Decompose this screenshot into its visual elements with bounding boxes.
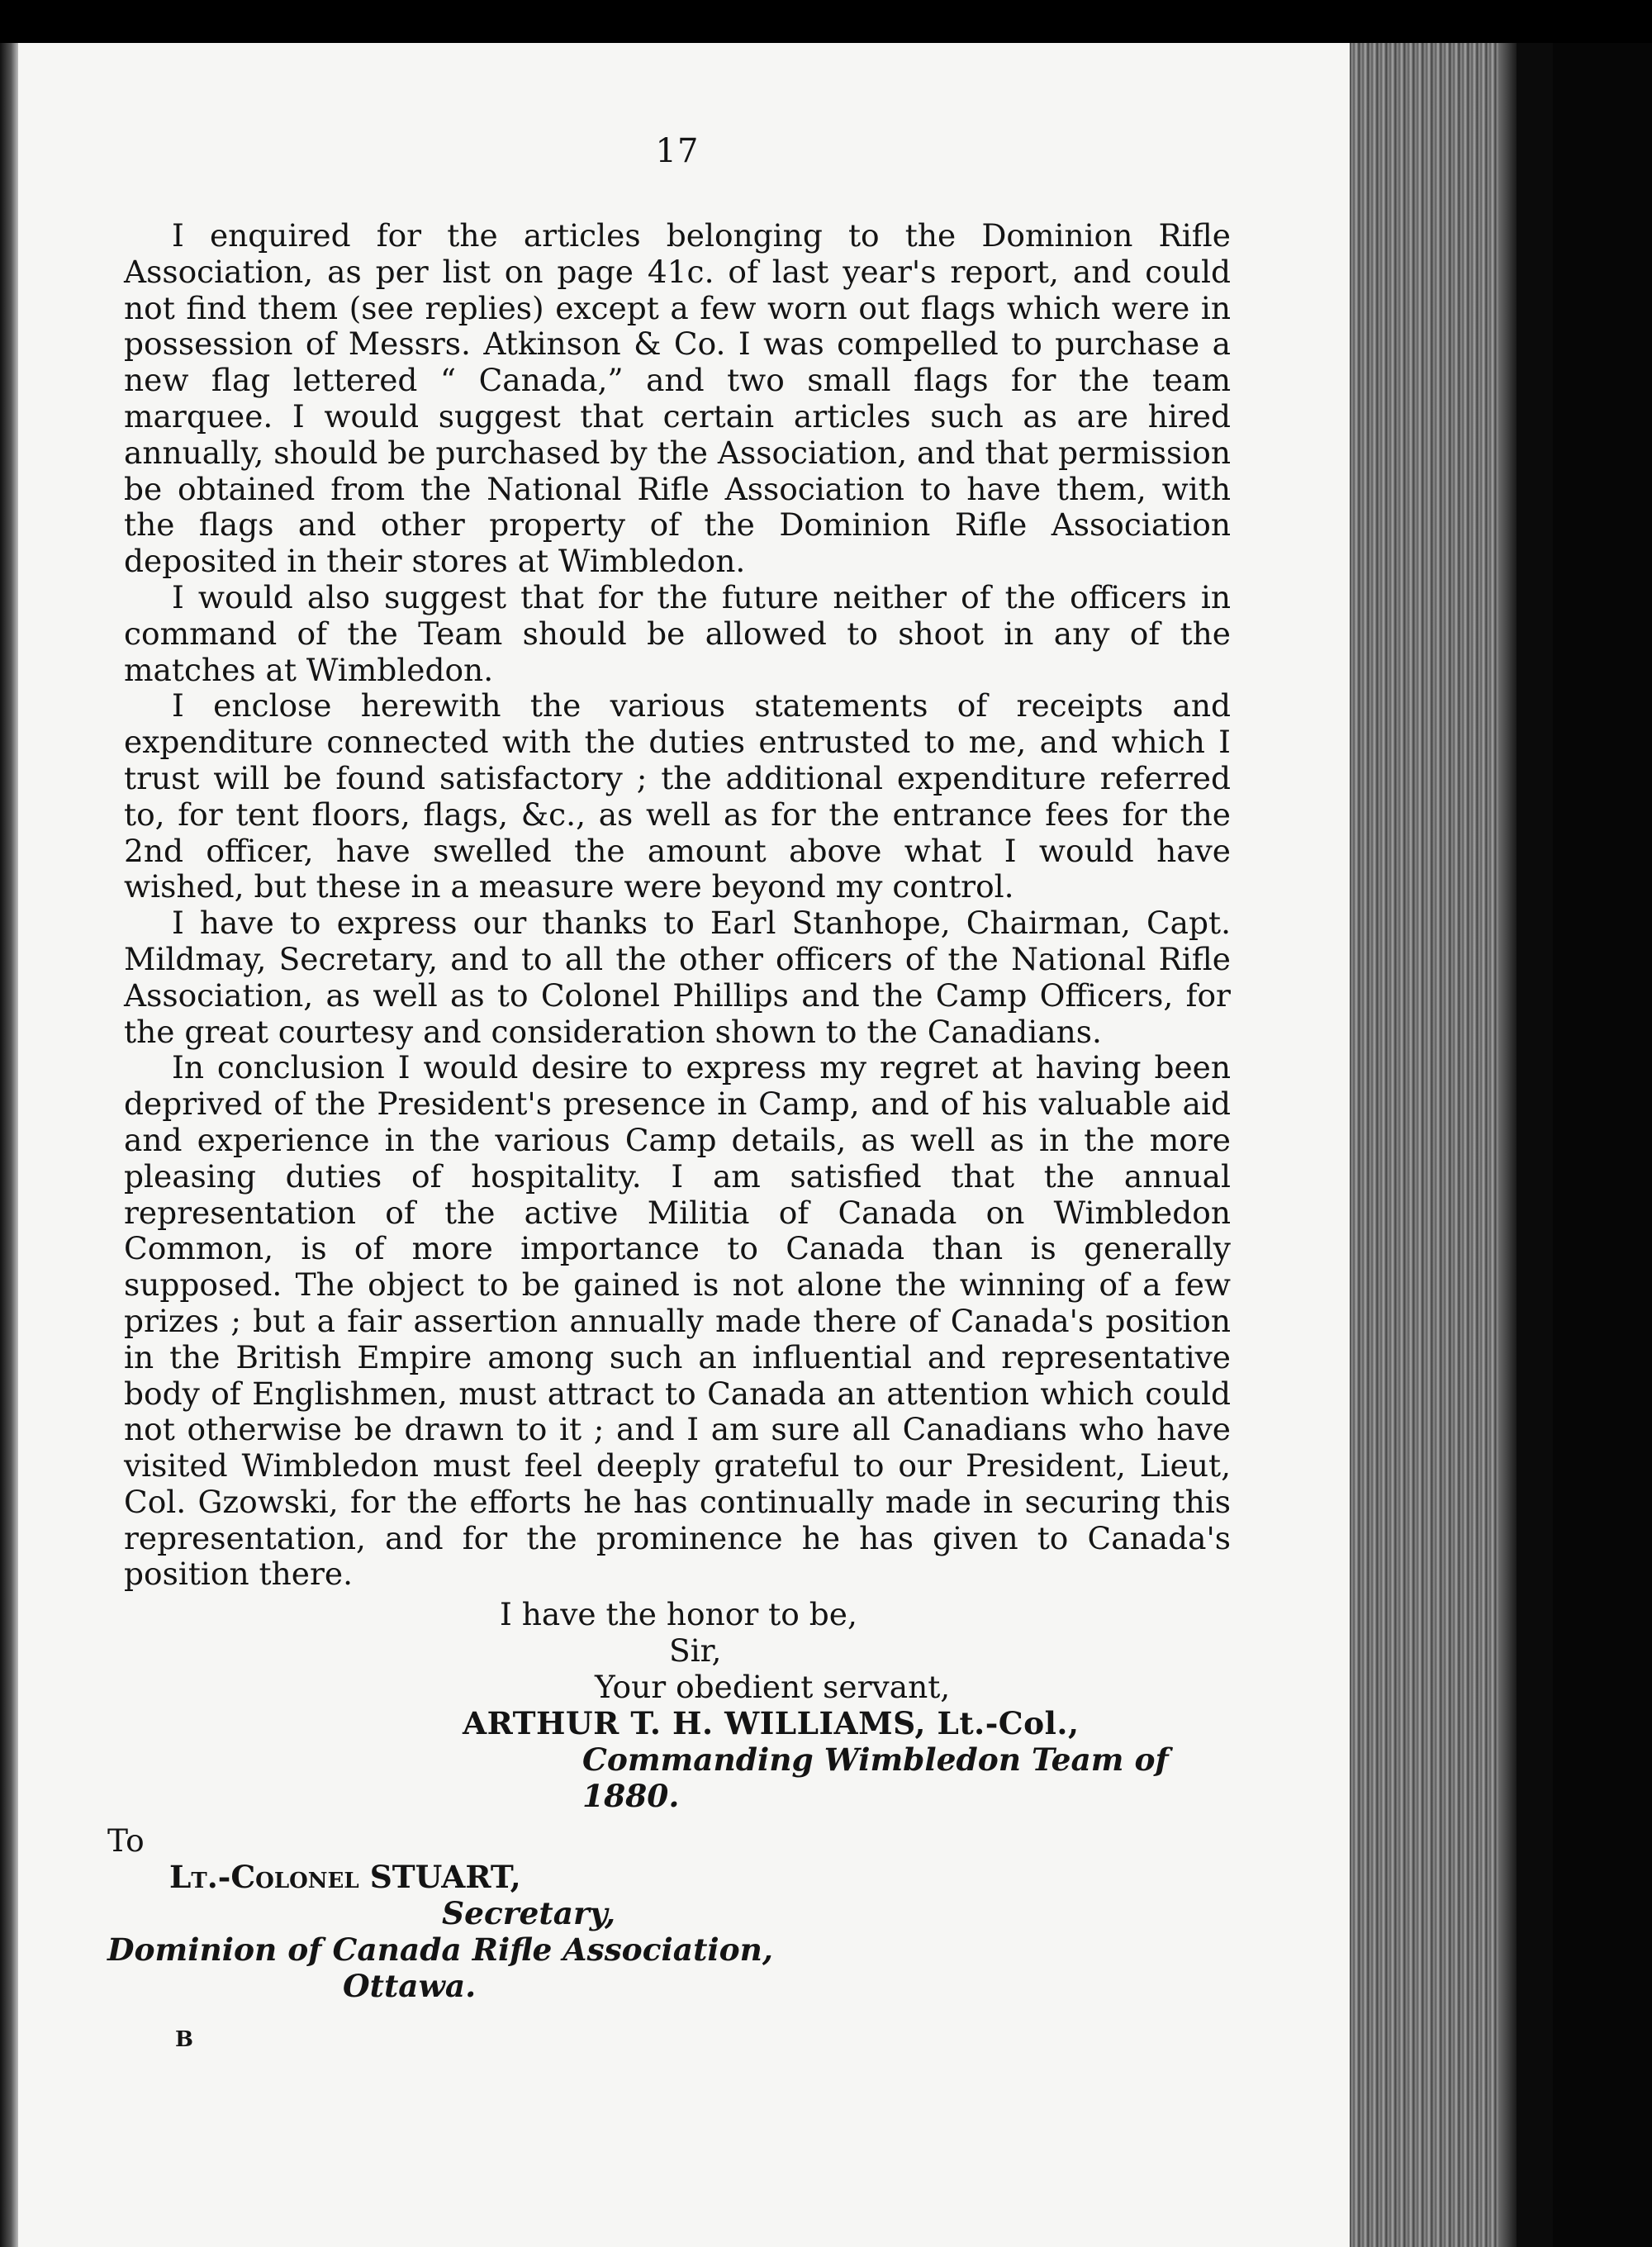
book-cover-edge: [1553, 43, 1652, 2247]
recipient-role: Secretary,: [442, 1895, 616, 1932]
recipient-city: Ottawa.: [343, 1968, 477, 2005]
page-content: [107, 132, 1231, 2053]
paragraph-conclusion: In conclusion I would desire to express my regret at having been deprived of the President's presence in Camp, and of his valuable aid and experience in the various Camp details, as well as in the more pleasing duties of hospitality. I am satisfied that the annual representation of the active Militia of Canada on Wimbledon Common, is of more importance to Canada than is generally supposed. The object to be gained is not alone the winning of a few prizes ; but a fair assertion annually made there of Canada's position in the British Empire among such an influential and representative body of Englishmen, must attract to Canada an attention which could not otherwise be drawn to it ; and I am sure all Canadians who have visited Wimbledon must feel deeply grateful to our President, Lieut, Col. Gzowski, for the efforts he has continually made in securing this representation, and for the prominence he has given to Canada's position there.: [124, 1049, 1231, 1593]
paragraph-articles: I enquired for the articles belonging to the Dominion Rifle Association, as per list on page 41c. of last year's report, and could not find them (see replies) except a few worn out flags which were in possession of Messrs. Atkinson & Co. I was compelled to purchase a new flag lettered “ Canada,” and two small flags for the team marquee. I would suggest that certain articles such as are hired annually, should be purchased by the Association, and that permission be obtained from the National Rifle Association to have them, with the flags and other property of the Dominion Rifle Association deposited in their stores at Wimbledon.: [124, 217, 1231, 580]
recipient-name-line: [124, 1859, 1231, 1895]
address-to: To: [107, 1822, 145, 1860]
closing-line-servant: Your obedient servant,: [595, 1669, 951, 1706]
page-number: 17: [655, 132, 700, 170]
paragraph-officers: I would also suggest that for the future neither of the officers in command of the Team should be allowed to shoot in any of the matches at Wimbledon.: [124, 578, 1231, 688]
left-page-edge: [0, 43, 18, 2247]
signatory-name: ARTHUR T. H. WILLIAMS, Lt.-Col.,: [463, 1705, 1080, 1742]
letter-closing: [124, 1596, 1231, 1814]
recipient-organization: Dominion of Canada Rifle Association,: [107, 1931, 773, 1969]
paragraph-statements: I enclose herewith the various statements of receipts and expenditure connected with the duties entrusted to me, and which I trust will be found satisfactory ; the additional expenditure referred to, for tent floors, flags, &c., as well as for the entrance fees for the 2nd officer, have swelled the amount above what I would have wished, but these in a measure were beyond my control.: [124, 687, 1231, 905]
closing-line-honor: I have the honor to be,: [500, 1596, 857, 1633]
paragraph-thanks: I have to express our thanks to Earl Stanhope, Chairman, Capt. Mildmay, Secretary, and to all the other officers of the National Rifle Association, as well as to Colonel Phillips and the Camp Officers, for the great courtesy and consideration shown to the Canadians.: [124, 905, 1231, 1050]
recipient-address: [107, 1822, 1231, 2005]
signatory-title: Commanding Wimbledon Team of 1880.: [582, 1741, 1169, 1815]
recipient-name: STUART,: [369, 1859, 521, 1896]
recipient-rank: Lt.-Colonel: [169, 1859, 359, 1896]
closing-line-sir: Sir,: [669, 1632, 722, 1670]
signature-mark: B: [175, 2027, 193, 2053]
